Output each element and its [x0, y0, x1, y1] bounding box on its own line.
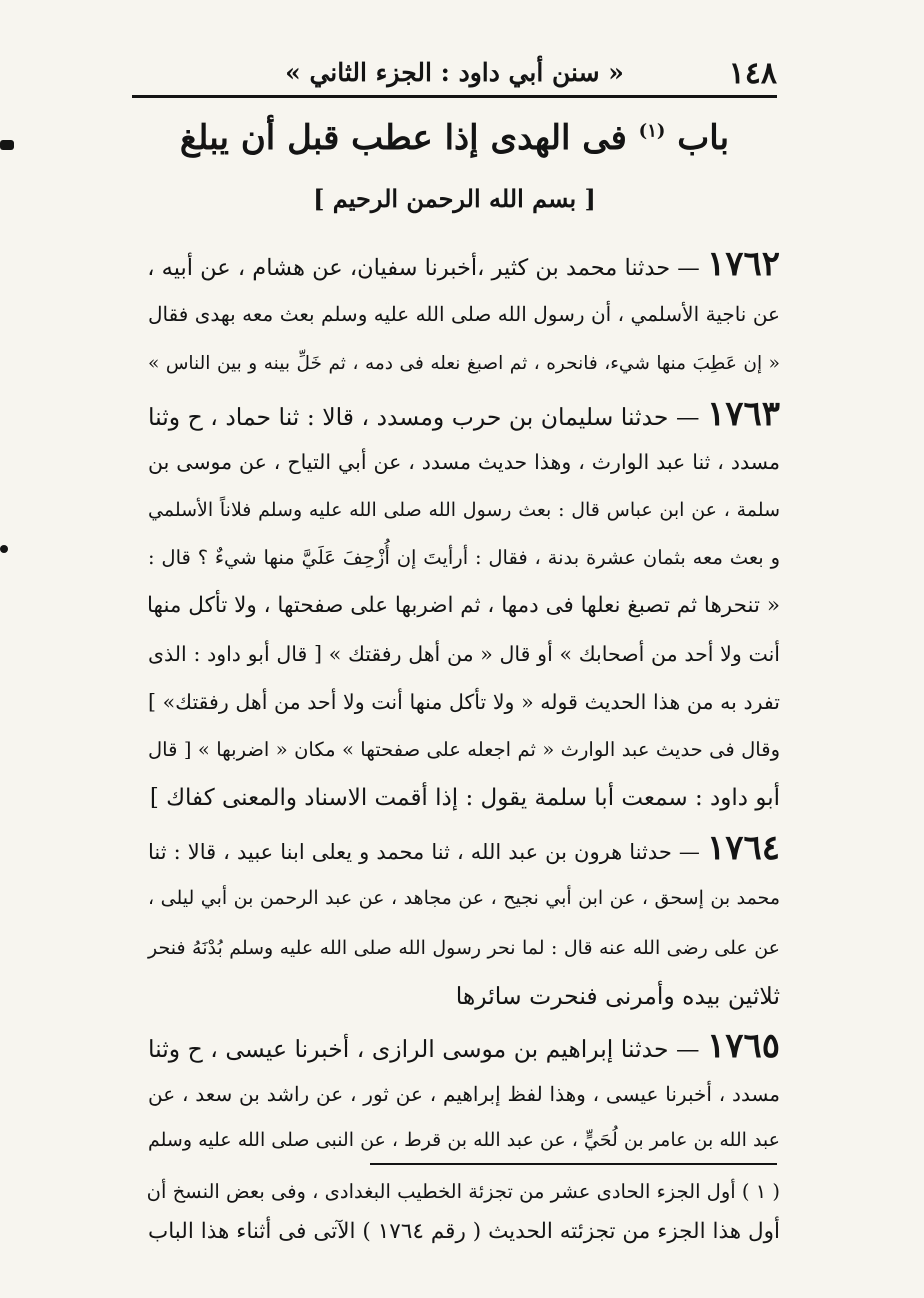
hadith-number: ١٧٦٢ — [706, 244, 780, 284]
margin-ink-dot — [0, 545, 8, 553]
hadith-1762-line-3: « إن عَطِبَ منها شيء، فانحره ، ثم اصبغ نعله فى دمه ، ثم خَلِّ بينه و بين الناس » — [148, 353, 780, 374]
hadith-1764-line-3: عن على رضى الله عنه قال : لما نحر رسول الله صلى الله عليه وسلم بُدْنَهُ فنحر — [148, 937, 780, 959]
hadith-number: ١٧٦٣ — [706, 394, 780, 434]
header-rule — [132, 95, 777, 98]
hadith-1763-line-7: تفرد به من هذا الحديث قوله « ولا تأكل منها أنت ولا أحد من أهل رفقتك» ] — [148, 690, 780, 714]
chapter-title-text: فى الهدى إذا عطب قبل أن يبلغ — [179, 118, 639, 158]
hadith-text: — حدثنا محمد بن كثير ،أخبرنا سفيان، عن هشام ، عن أبيه ، — [147, 255, 700, 281]
page-header — [132, 52, 777, 92]
chapter-title — [132, 118, 777, 158]
hadith-1765-line-2: مسدد ، أخبرنا عيسى ، وهذا لفظ إبراهيم ، عن ثور ، عن راشد بن سعد ، عن — [148, 1082, 780, 1106]
hadith-1763-line-1 — [148, 392, 780, 436]
hadith-1763-line-9: أبو داود : سمعت أبا سلمة يقول : إذا أقمت الاسناد والمعنى كفاك ] — [149, 785, 780, 811]
basmala: [ بسم الله الرحمن الرحيم ] — [313, 184, 596, 213]
hadith-1763-line-6: أنت ولا أحد من أصحابك » أو قال « من أهل رفقتك » [ قال أبو داود : الذى — [148, 642, 780, 666]
margin-ink-mark — [0, 140, 14, 150]
footnote-line-1: ( ١ ) أول الجزء الحادى عشر من تجزئة الخطيب البغدادى ، وفى بعض النسخ أن — [146, 1180, 780, 1203]
running-title: « سنن أبي داود : الجزء الثاني » — [285, 58, 624, 87]
hadith-1763-line-3: سلمة ، عن ابن عباس قال : بعث رسول الله صلى الله عليه وسلم فلاناً الأسلمي — [148, 499, 780, 521]
hadith-1763-line-8: وقال فى حديث عبد الوارث « ثم اجعله على صفحتها » مكان « اضربها » [ قال — [148, 738, 780, 761]
hadith-1763-line-4: و بعث معه بثمان عشرة بدنة ، فقال : أرأيتَ إن أُزْحِفَ عَلَيَّ منها شيءٌ ؟ قال : — [148, 546, 780, 569]
hadith-text: — حدثنا سليمان بن حرب ومسدد ، قالا : ثنا حماد ، ح وثنا — [148, 403, 700, 431]
hadith-1764-line-1 — [148, 826, 780, 870]
hadith-number: ١٧٦٥ — [706, 1026, 780, 1066]
page-number: ١٤٨ — [728, 56, 777, 91]
chapter-title-prefix: باب — [665, 118, 730, 158]
hadith-text: — حدثنا هرون بن عبد الله ، ثنا محمد و يعلى ابنا عبيد ، قالا : ثنا — [148, 840, 700, 864]
hadith-1762-line-2: عن ناجية الأسلمي ، أن رسول الله صلى الله عليه وسلم بعث معه بهدى فقال — [148, 302, 780, 326]
footnote-rule — [370, 1163, 777, 1165]
hadith-1765-line-1 — [148, 1024, 780, 1068]
footnote-marker: (١) — [638, 120, 666, 142]
hadith-1764-line-2: محمد بن إسحق ، عن ابن أبي نجيح ، عن مجاهد ، عن عبد الرحمن بن أبي ليلى ، — [148, 887, 780, 909]
hadith-1764-line-4: ثلاثين بيده وأمرنى فنحرت سائرها — [455, 982, 780, 1010]
footnote-line-2: أول هذا الجزء من تجزئته الحديث ( رقم ١٧٦٤ ) الآتى فى أثناء هذا الباب — [148, 1219, 780, 1244]
hadith-1765-line-3: عبد الله بن عامر بن لُحَيٍّ ، عن عبد الله بن قرط ، عن النبى صلى الله عليه وسلم — [148, 1129, 780, 1151]
hadith-1763-line-5: « تنحرها ثم تصبغ نعلها فى دمها ، ثم اضربها على صفحتها ، ولا تأكل منها — [146, 593, 780, 618]
hadith-number: ١٧٦٤ — [706, 828, 780, 868]
hadith-text: — حدثنا إبراهيم بن موسى الرازى ، أخبرنا عيسى ، ح وثنا — [148, 1035, 700, 1063]
hadith-1762-line-1 — [148, 242, 780, 286]
hadith-1763-line-2: مسدد ، ثنا عبد الوارث ، وهذا حديث مسدد ، عن أبي التياح ، عن موسى بن — [148, 450, 780, 474]
